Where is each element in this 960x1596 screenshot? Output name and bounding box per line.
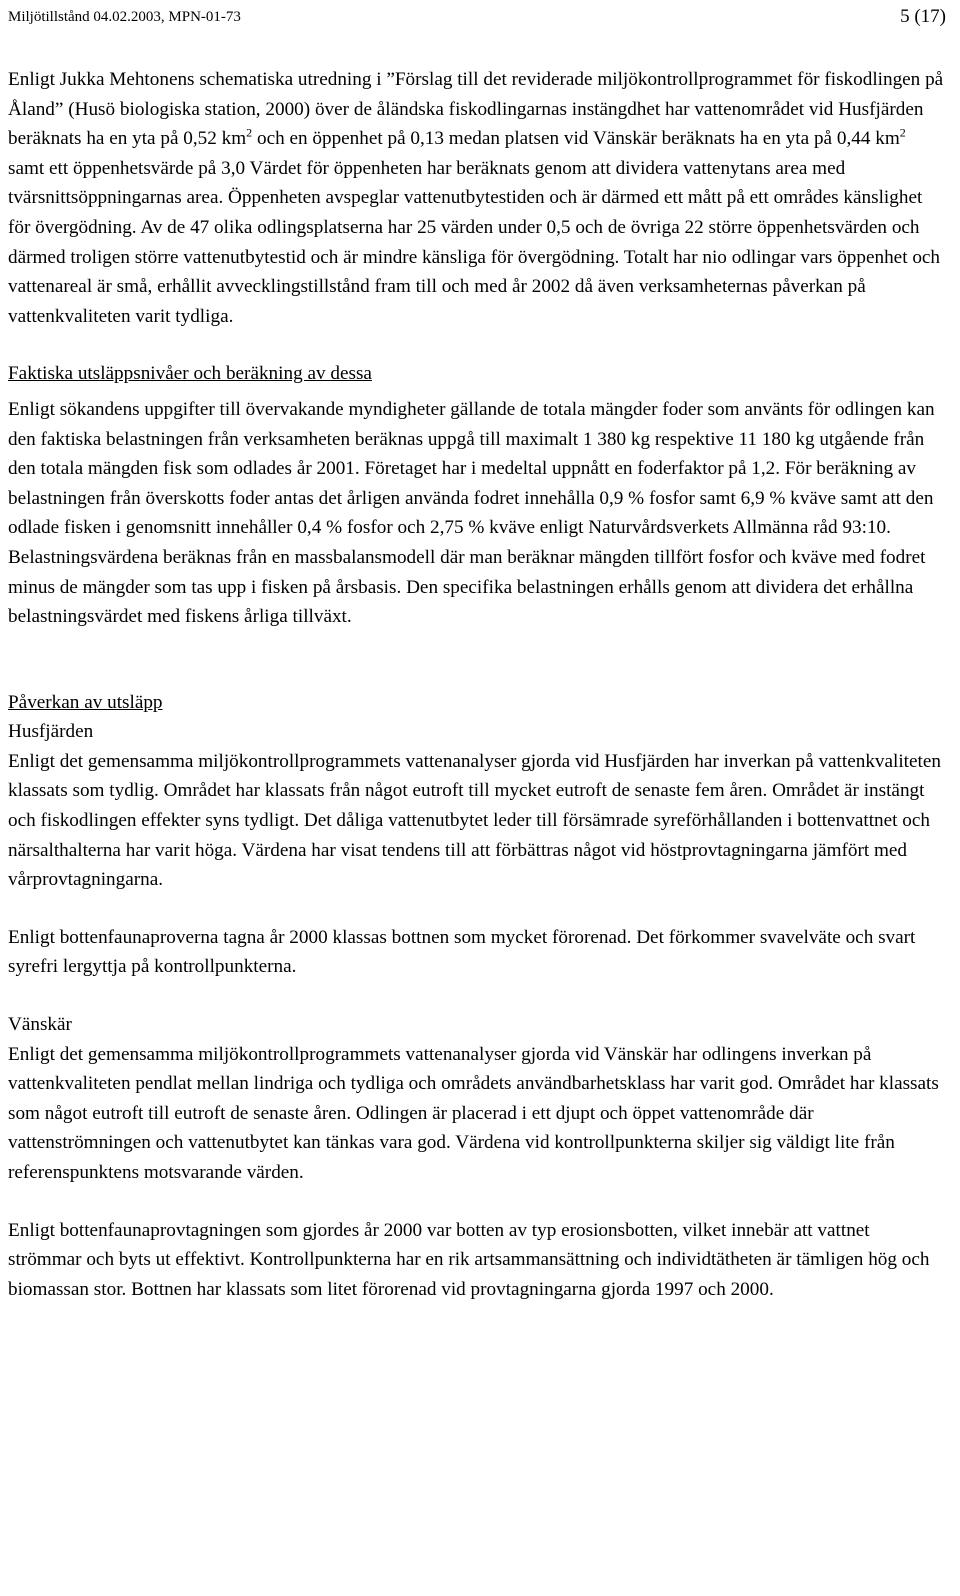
intro-text-part-3: samt ett öppenhetsvärde på 3,0 Värdet för öppenheten har beräknats genom att dividera vattenytans area med tvärsnittsöppningarnas area. Öppenheten avspeglar vattenutbytestiden och är därmed ett mått på ett områdes känslighet för övergödning. Av de 47 olika odlingsplatserna har 25 värden under 0,5 och de övriga 22 större öppenhetsvärden och därmed troligen större vattenutbytestid och är mindre känsliga för övergödning. Totalt har nio odlingar vars öppenhet och vattenareal är små, erhållit avvecklingstillstånd fram till och med år 2002 då även verksamheternas påverkan på vattenkvaliteten varit tydliga.: [8, 157, 941, 327]
spacer: [8, 895, 944, 923]
intro-paragraph: [8, 65, 944, 331]
spacer: [8, 982, 944, 1010]
intro-text-part-2: och en öppenhet på 0,13 medan platsen vid Vänskär beräknats ha en yta på 0,44 km: [252, 128, 900, 150]
document-body: [8, 65, 944, 1304]
subheading-husfjarden: Husfjärden: [8, 721, 94, 743]
spacer: [8, 632, 944, 688]
section-heading-impact: Påverkan av utsläpp: [8, 691, 163, 713]
husfjarden-paragraph-1: Enligt det gemensamma miljökontrollprogrammets vattenanalyser gjorda vid Husfjärden har inverkan på vattenkvaliteten klassats som tydlig. Området har klassats från något eutroft till mycket eutroft de senaste fem åren. Området är instängt och fiskodlingen effekter syns tydligt. Det dåliga vattenutbytet leder till försämrade syreförhållanden i bottenvattnet och närsalthalterna har varit höga. Värdena har visat tendens till att förbättras något vid höstprovtagningarna jämfört med vårprovtagningarna.: [8, 750, 941, 891]
header-document-reference: Miljötillstånd 04.02.2003, MPN-01-73: [8, 9, 241, 25]
emissions-paragraph: Enligt sökandens uppgifter till övervakande myndigheter gällande de totala mängder foder som använts för odlingen kan den faktiska belastningen från verksamheten beräknas uppgå till maximalt 1 380 kg respektive 11 180 kg utgående från den totala mängden fisk som odlades år 2001. Företaget har i medeltal uppnått en foderfaktor på 1,2. För beräkning av belastningen från överskotts foder antas det årligen använda fodret innehålla 0,9 % fosfor samt 6,9 % kväve samt att den odlade fisken i genomsnitt innehåller 0,4 % fosfor och 2,75 % kväve enligt Naturvårdsverkets Allmänna råd 93:10. Belastningsvärdena beräknas från en massbalansmodell där man beräknar mängden tillfört fosfor och kväve med fodret minus de mängder som tas upp i fisken på årsbasis. Den specifika belastningen erhålls genom att dividera det erhållna belastningsvärdet med fiskens årliga tillväxt.: [8, 398, 935, 628]
vanskar-paragraph-2: Enligt bottenfaunaprovtagningen som gjordes år 2000 var botten av typ erosionsbotten, vilket innebär att vattnet strömmar och byts ut effektivt. Kontrollpunkterna har en rik artsammansättning och individtätheten är tämligen hög och biomassan stor. Bottnen har klassats som litet förorenad vid provtagningarna gjorda 1997 och 2000.: [8, 1219, 930, 1300]
intro-text-part-1: Enligt Jukka Mehtonens schematiska utredning i ”Förslag till det reviderade miljökontrollprogrammet för fiskodlingen på Åland” (Husö biologiska station, 2000) över de åländska fiskodlingarnas instängdhet har vattenområdet vid Husfjärden beräknats ha en yta på 0,52 km: [8, 69, 944, 150]
subheading-vanskar: Vänskär: [8, 1014, 72, 1036]
header-page-number: 5 (17): [900, 6, 946, 27]
section-heading-emissions: Faktiska utsläppsnivåer och beräkning av dessa: [8, 363, 372, 385]
superscript-squared-2: 2: [899, 125, 906, 140]
husfjarden-paragraph-2: Enligt bottenfaunaproverna tagna år 2000 klassas bottnen som mycket förorenad. Det förkommer svavelväte och svart syrefri lergyttja på kontrollpunkterna.: [8, 926, 916, 978]
superscript-squared-1: 2: [246, 125, 253, 140]
spacer: [8, 331, 944, 359]
vanskar-paragraph-1: Enligt det gemensamma miljökontrollprogrammets vattenanalyser gjorda vid Vänskär har odlingens inverkan på vattenkvaliteten pendlat mellan lindriga och tydliga och områdets användbarhetsklass har varit god. Området har klassats som något eutroft till eutroft de senaste åren. Odlingen är placerad i ett djupt och öppet vattenområde där vattenströmningen och vattenutbytet kan tänkas vara god. Värdena vid kontrollpunkterna skiljer sig väldigt lite från referenspunktens motsvarande värden.: [8, 1043, 939, 1183]
spacer: [8, 1188, 944, 1216]
page-header: [8, 4, 946, 30]
